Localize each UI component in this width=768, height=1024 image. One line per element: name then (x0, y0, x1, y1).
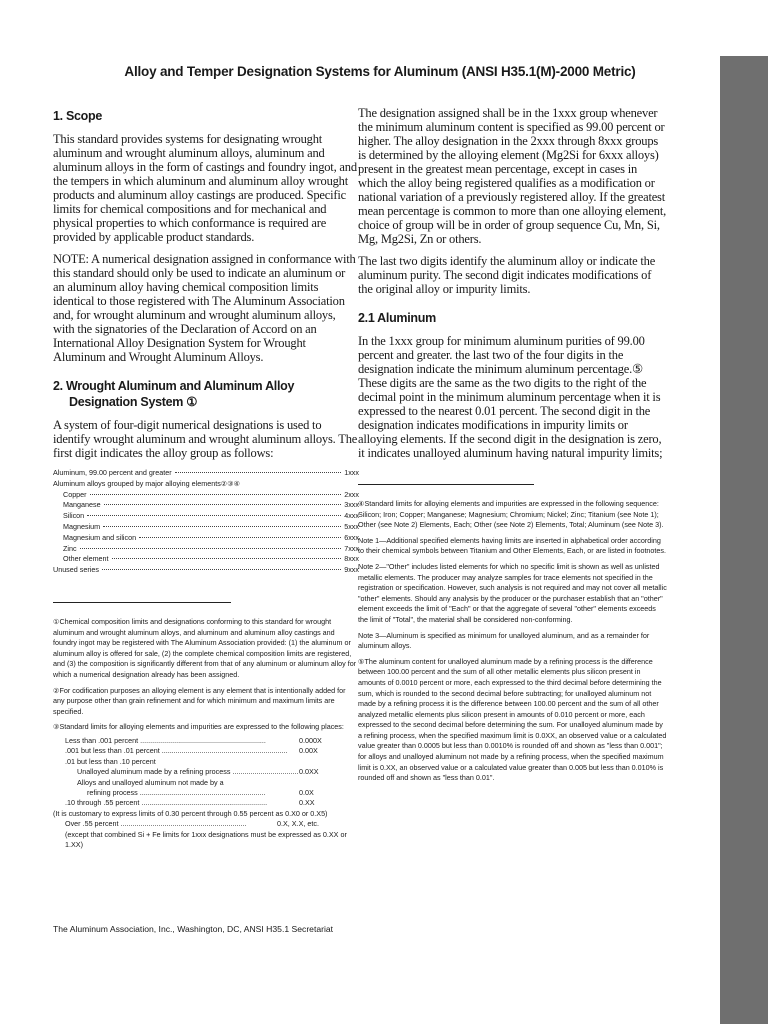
places-row (65, 746, 359, 756)
alloy-group-label: Copper (63, 489, 87, 499)
places-value: 0.0X (299, 787, 314, 797)
places-row (65, 757, 359, 767)
dot-leader (102, 569, 341, 570)
dot-leader (80, 548, 342, 549)
over-row: Over .55 percent ..... 0.X, X.X, etc. (53, 819, 359, 829)
last-two-digits-paragraph: The last two digits identify the aluminum alloy or indicate the aluminum purity. The second digit indicates modifications of the original alloy or impurity limits. (358, 254, 656, 296)
alloy-group-row (53, 468, 359, 479)
footnote-4: ④Standard limits for alloying elements and impurities are expressed in the following sequence: Silicon; Iron; Copper; Manganese; Magnesium; Chromium; Nickel; Zinc; Titanium (see Note 1); Other (see Note 2) Elements, Each; Other (see Note 2) Elements, Total; Aluminum (see Note 3). (358, 499, 664, 530)
alloy-group-row (53, 554, 359, 565)
places-value (299, 757, 359, 767)
alloy-group-label: Other element (63, 554, 109, 564)
scope-note: NOTE: A numerical designation assigned in conformance with this standard should only be used to indicate an aluminum or an aluminum alloy having chemical composition limits identical to those registered with The Aluminum Association and, for wrought aluminum and wrought aluminum alloys, with the signatories of the Declaration of Accord on an International Alloy Designation System for Wrought Aluminum and Wrought Aluminum Alloys. (53, 252, 356, 364)
dot-leader (90, 494, 342, 495)
footnote-3-note: (It is customary to express limits of 0.30 percent through 0.55 percent as 0.X0 or 0.X5) (53, 808, 328, 818)
alloy-group-row (53, 490, 359, 501)
alloy-group-code: 2xxx (344, 489, 359, 499)
alloy-group-row (53, 522, 359, 533)
alloy-group-row (53, 511, 359, 522)
dot-leader (87, 515, 341, 516)
scope-paragraph: This standard provides systems for designating wrought aluminum and wrought aluminum alloys, aluminum and aluminum alloys in the form of castings and foundry ingot, and the tempers in which aluminum and aluminum alloy wrought products and aluminum alloy castings are produced. Specific limits for chemical compositions and for mechanical and physical properties to which conformance is required are provided by applicable product standards. (53, 132, 357, 244)
over-note: (except that combined Si + Fe limits for 1xxx designations must be expressed as 0.XX or 1.XX) (65, 829, 347, 850)
alloy-group-code: 1xxx (344, 468, 359, 477)
places-label: .01 but less than .10 percent (65, 756, 156, 766)
places-value: 0.0XX (299, 767, 319, 777)
alloy-group-label: Zinc (63, 543, 77, 553)
places-label: .10 through .55 percent ..... (65, 798, 299, 808)
aluminum-paragraph: In the 1xxx group for minimum aluminum purities of 99.00 percent and greater. the last two of the four digits in the designation indicate the minimum aluminum percentage.⑤ These digits are the same as the two digits to the right of the decimal point in the minimum aluminum percentage when it is expressed to the nearest 0.01 percent. The second digit in the designation indicates modifications in impurity limits or alloying elements. If the second digit in the designation is zero, it indicates unalloyed aluminum having natural impurity limits; (358, 334, 663, 460)
places-row (65, 767, 359, 777)
note-2: Note 2—"Other" includes listed elements for which no specific limit is shown as well as unlisted metallic elements. The producer may analyze samples for trace elements not specified in the registration or specification. However, such analysis is not required and may not cover all metallic "other" elements. Should any analysis by the producer or the purchaser establish that an "other" element exceeds the limit of "Each" or that the aggregate of several "other" elements exceeds the limit of "Total", the material shall be considered non-conforming. (358, 561, 667, 624)
alloy-group-label: Manganese (63, 500, 101, 510)
gray-margin-bar (720, 56, 768, 1024)
alloy-group-list (53, 468, 359, 576)
places-label: Alloys and unalloyed aluminum not made by a (77, 777, 224, 787)
note-3: Note 3—Aluminum is specified as minimum for unalloyed aluminum, and as a remainder for aluminum alloys. (358, 630, 650, 651)
places-value: 0.XX (299, 798, 315, 808)
left-column (53, 108, 359, 856)
places-value (299, 778, 359, 788)
alloy-group-row (53, 533, 359, 544)
places-value: 0.000X (299, 735, 322, 745)
dot-leader (103, 526, 341, 527)
right-column (358, 106, 667, 789)
alloy-group-code: 7xxx (344, 543, 359, 553)
alloy-group-label: Aluminum alloys grouped by major alloying elements②③④ (53, 478, 241, 488)
dot-leader (139, 537, 341, 538)
places-row (65, 798, 359, 808)
places-row (65, 736, 359, 746)
section-2-heading: 2. Wrought Aluminum and Aluminum Alloy Designation System ① (53, 379, 295, 409)
alloy-group-row (53, 565, 359, 576)
footnote-3: ③Standard limits for alloying elements and impurities are expressed to the following places: (53, 722, 344, 732)
alloy-group-label: Silicon (63, 511, 85, 521)
section-2-1-heading: 2.1 Aluminum (358, 311, 436, 325)
alloy-group-label: Magnesium (63, 521, 101, 531)
section-2-paragraph: A system of four-digit numerical designations is used to identify wrought aluminum and wrought aluminum alloys. The first digit indicates the alloy group as follows: (53, 418, 358, 460)
places-row (65, 788, 359, 798)
note-1: Note 1—Additional specified elements having limits are inserted in alphabetical order according to their chemical symbols between Titanium and Other Elements, Each, or are listed in footnotes. (358, 535, 667, 556)
footnote-2: ②For codification purposes an alloying element is any element that is intentionally added for any purpose other than grain refinement and for which minimum and maximum limits are specified. (53, 685, 346, 716)
places-label: refining process ..... (65, 788, 299, 798)
alloy-group-row (53, 479, 359, 490)
alloy-group-code: 3xxx (344, 500, 359, 510)
alloy-group-label: Unused series (53, 565, 99, 575)
scope-heading: 1. Scope (53, 109, 103, 123)
places-value: 0.00X (299, 746, 318, 756)
page-footer: The Aluminum Association, Inc., Washington, DC, ANSI H35.1 Secretariat (53, 924, 334, 934)
alloy-group-code: 4xxx (344, 511, 359, 521)
group-assignment-paragraph: The designation assigned shall be in the 1xxx group whenever the minimum aluminum content is specified as 99.00 percent or higher. The alloy designation in the 2xxx through 8xxx groups is determined by the alloying element (Mg2Si for 6xxx alloys) present in the greatest mean percentage, except in cases in which the alloy being registered qualifies as a modification or national variation of a previously registered alloy. If the greatest mean percentage is common to more than one alloying element, choice of group will be in order of group sequence Cu, Mn, Si, Mg, Mg2Si, Zn or others. (358, 106, 667, 246)
alloy-group-code: 5xxx (344, 521, 359, 531)
decimal-places-table (53, 736, 359, 809)
alloy-group-label: Magnesium and silicon (63, 532, 137, 542)
alloy-group-code: 9xxx (344, 565, 359, 575)
alloy-group-row (53, 544, 359, 555)
alloy-group-code: 8xxx (344, 554, 359, 564)
alloy-group-label: Aluminum, 99.00 percent and greater (53, 468, 172, 477)
places-row (65, 778, 359, 788)
footnote-1: ①Chemical composition limits and designations conforming to this standard for wrought aluminum and wrought aluminum alloys, and aluminum and aluminum alloy castings and foundry ingot may be registered with The Aluminum Association provided: (1) the aluminum or aluminum alloy is offered for sale, (2) the complete chemical composition limits are registered, and (3) the composition is significantly different from that of any aluminum or aluminum alloy for which a numerical designation already has been assigned. (53, 616, 357, 679)
places-label: .001 but less than .01 percent ..... (65, 746, 299, 756)
alloy-group-code: 6xxx (344, 532, 359, 542)
footnote-5: ⑤The aluminum content for unalloyed aluminum made by a refining process is the difference between 100.00 percent and the sum of all other metallic elements plus silicon present in amounts of 0.0010 percent or more, each expressed to the third decimal before determining the sum, which is rounded to the second decimal before subtracting; for unalloyed aluminum not made by a refining process it is the difference between 100.00 percent and the sum of all other analyzed metallic elements plus silicon present in amounts of 0.010 percent or more, each expressed to the second decimal before determining the sum. For unalloyed aluminum made by a refining process, when the specified maximum limit is 0.0XX, an observed value or a calculated value greater than 0.0005 but less than 0.0010% is rounded off and shown as "less than 0.001"; for alloys and unalloyed aluminum not made by a refining process, when the specified maximum limit is 0.XX, an observed value or a calculated value greater than 0.005 but less than 0.010% is rounded off and shown as "less than 0.01". (358, 656, 667, 783)
alloy-group-row (53, 500, 359, 511)
right-footnote-divider (358, 484, 534, 485)
footnote-divider (53, 602, 231, 603)
dot-leader (104, 504, 342, 505)
dot-leader (112, 558, 342, 559)
dot-leader (175, 472, 342, 473)
places-label: Less than .001 percent ..... (65, 736, 299, 746)
places-label: Unalloyed aluminum made by a refining process ..... (65, 767, 299, 777)
document-title: Alloy and Temper Designation Systems for Aluminum (ANSI H35.1(M)-2000 Metric) (124, 64, 636, 79)
